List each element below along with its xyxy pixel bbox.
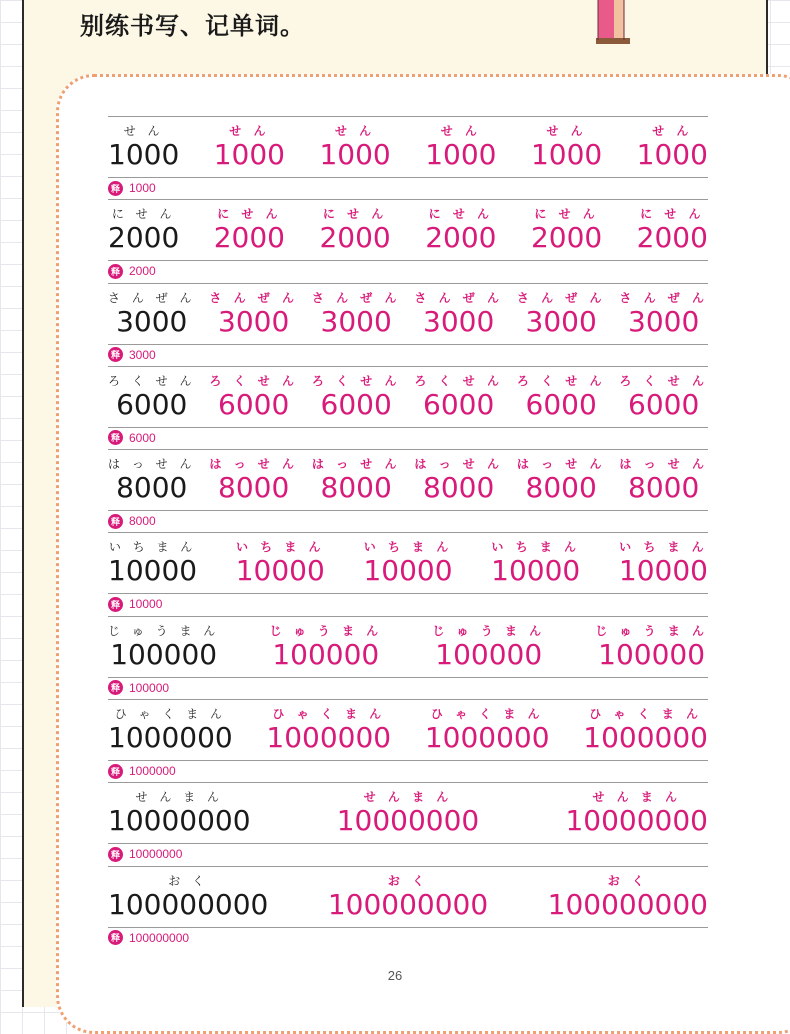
number-text: 3000 [628, 304, 700, 338]
furigana: に せ ん [217, 207, 282, 222]
meaning-text: 10000 [129, 597, 163, 612]
furigana: ひ ゃ く ま ん [430, 707, 544, 722]
word-cells [108, 283, 708, 344]
furigana: せ ん [546, 124, 587, 138]
furigana: せ ん ま ん [363, 790, 453, 805]
furigana: い ち ま ん [619, 540, 708, 555]
trace-word [425, 699, 550, 760]
trace-word [337, 782, 480, 843]
number-text: 1000000 [583, 721, 708, 755]
meaning-badge: 释 [108, 347, 123, 362]
trace-word [619, 283, 708, 344]
trace-word [414, 283, 503, 344]
word-cells [108, 699, 708, 760]
meaning-text: 100000 [129, 680, 170, 695]
number-text: 10000000 [565, 804, 708, 838]
character-illustration [592, 0, 638, 46]
meaning-text: 6000 [129, 430, 156, 445]
furigana: は っ せ ん [516, 457, 606, 472]
furigana: お く [387, 873, 429, 888]
number-text: 100000 [110, 637, 218, 671]
practice-row [108, 616, 708, 699]
practice-row [108, 199, 708, 282]
trace-word [414, 366, 503, 427]
ruled-line [108, 843, 708, 844]
meaning-line [108, 179, 156, 197]
trace-word [414, 449, 503, 510]
number-text: 1000000 [424, 721, 550, 755]
meaning-line [108, 762, 176, 780]
furigana: せ ん ま ん [592, 790, 681, 805]
ruled-line [108, 344, 708, 345]
page-heading: 别练书写、记单词。 [80, 12, 305, 40]
number-text: 8000 [628, 471, 700, 505]
word-cells [108, 116, 708, 177]
furigana: せ ん [123, 124, 164, 138]
number-text: 2000 [530, 221, 603, 255]
trace-word [432, 616, 545, 677]
furigana: じ ゅ う ま ん [432, 623, 546, 638]
trace-word [548, 866, 708, 927]
trace-word [619, 366, 708, 427]
furigana: い ち ま ん [491, 540, 580, 555]
number-text: 8000 [423, 471, 495, 505]
meaning-badge: 释 [108, 181, 123, 196]
number-text: 1000 [636, 138, 708, 171]
number-text: 2000 [213, 221, 285, 255]
number-text: 1000 [213, 138, 285, 171]
trace-word [319, 199, 390, 260]
trace-word [517, 283, 606, 344]
furigana: さ ん ぜ ん [311, 290, 401, 305]
meaning-badge: 释 [108, 514, 123, 529]
furigana: ひ ゃ く ま ん [114, 707, 226, 722]
number-text: 3000 [320, 304, 392, 338]
model-word [108, 699, 233, 760]
number-text: 100000 [435, 637, 543, 671]
furigana: せ ん [229, 124, 270, 138]
furigana: は っ せ ん [108, 457, 196, 472]
meaning-text: 100000000 [129, 930, 190, 945]
number-text: 100000 [272, 637, 380, 671]
number-text: 2000 [108, 221, 180, 255]
practice-row [108, 116, 708, 199]
furigana: は っ せ ん [619, 457, 708, 472]
trace-word [214, 116, 285, 177]
model-word [108, 366, 195, 427]
number-text: 8000 [116, 471, 188, 505]
number-text: 6000 [218, 387, 290, 421]
word-cells [108, 366, 708, 427]
furigana: さ ん ぜ ん [414, 290, 503, 305]
number-text: 3000 [525, 304, 597, 338]
trace-word [425, 116, 496, 177]
practice-row [108, 699, 708, 782]
meaning-line [108, 262, 156, 280]
furigana: い ち ま ん [363, 540, 453, 555]
trace-word [619, 532, 708, 593]
number-text: 8000 [218, 471, 290, 505]
furigana: に せ ん [428, 207, 494, 222]
trace-word [209, 449, 298, 510]
ruled-line [108, 427, 708, 428]
trace-word [637, 199, 708, 260]
trace-word [363, 532, 452, 593]
number-text: 1000 [108, 138, 180, 171]
word-cells [108, 866, 708, 927]
word-cells [108, 449, 708, 510]
furigana: に せ ん [534, 207, 599, 222]
model-word [108, 199, 179, 260]
meaning-line [108, 929, 189, 947]
trace-word [565, 782, 708, 843]
word-cells [108, 782, 708, 843]
ruled-line [108, 677, 708, 678]
number-text: 10000 [235, 554, 325, 588]
furigana: お く [168, 873, 209, 888]
number-text: 8000 [525, 471, 597, 505]
number-text: 6000 [320, 387, 392, 421]
furigana: ひ ゃ く ま ん [272, 707, 386, 722]
ruled-line [108, 760, 708, 761]
number-text: 100000000 [108, 887, 269, 921]
trace-word [319, 116, 390, 177]
trace-word [595, 616, 708, 677]
number-text: 10000000 [108, 804, 251, 838]
model-word [108, 616, 219, 677]
practice-row [108, 532, 708, 615]
number-text: 10000 [491, 554, 581, 588]
ruled-line [108, 927, 708, 928]
meaning-line [108, 429, 156, 447]
meaning-text: 1000 [129, 181, 156, 195]
number-text: 1000000 [266, 721, 392, 755]
model-word [108, 782, 251, 843]
model-word [108, 866, 268, 927]
practice-row [108, 449, 708, 532]
furigana: は っ せ ん [311, 457, 401, 472]
number-text: 3000 [116, 304, 188, 338]
practice-row [108, 782, 708, 865]
number-text: 3000 [423, 304, 495, 338]
practice-row [108, 366, 708, 449]
number-text: 100000000 [547, 887, 708, 921]
furigana: ひ ゃ く ま ん [589, 707, 702, 722]
meaning-badge: 释 [108, 264, 123, 279]
trace-word [583, 699, 708, 760]
trace-word [491, 532, 580, 593]
number-text: 10000 [363, 554, 453, 588]
trace-word [531, 116, 602, 177]
trace-word [517, 366, 606, 427]
number-text: 8000 [320, 471, 392, 505]
furigana: に せ ん [322, 207, 388, 222]
meaning-text: 10000000 [129, 847, 183, 862]
trace-word [637, 116, 708, 177]
meaning-line [108, 679, 169, 697]
practice-rows [108, 116, 708, 949]
furigana: に せ ん [111, 207, 176, 222]
word-cells [108, 199, 708, 260]
word-cells [108, 616, 708, 677]
number-text: 100000 [598, 637, 706, 671]
meaning-line [108, 845, 182, 863]
trace-word [209, 366, 298, 427]
furigana: さ ん ぜ ん [108, 290, 196, 305]
practice-row [108, 866, 708, 949]
furigana: じ ゅ う ま ん [595, 623, 708, 638]
furigana: じ ゅ う ま ん [269, 623, 383, 638]
furigana: せ ん ま ん [135, 790, 223, 805]
meaning-text: 2000 [129, 264, 156, 279]
trace-word [425, 199, 496, 260]
model-word [108, 116, 179, 177]
trace-word [266, 699, 391, 760]
furigana: さ ん ぜ ん [516, 290, 606, 305]
number-text: 6000 [423, 387, 495, 421]
trace-word [312, 283, 401, 344]
meaning-badge: 释 [108, 430, 123, 445]
word-cells [108, 532, 708, 593]
model-word [108, 449, 195, 510]
furigana: は っ せ ん [414, 457, 503, 472]
number-text: 10000 [618, 554, 708, 588]
number-text: 3000 [218, 304, 290, 338]
furigana: ろ く せ ん [516, 373, 606, 388]
furigana: さ ん ぜ ん [619, 290, 708, 305]
furigana: ろ く せ ん [311, 373, 401, 388]
furigana: に せ ん [640, 207, 705, 222]
meaning-line [108, 512, 156, 530]
furigana: ろ く せ ん [619, 373, 708, 388]
trace-word [214, 199, 285, 260]
practice-row [108, 283, 708, 366]
meaning-badge: 释 [108, 764, 123, 779]
furigana: さ ん ぜ ん [209, 290, 298, 305]
furigana: せ ん [440, 124, 481, 138]
model-word [108, 532, 197, 593]
number-text: 1000 [425, 138, 497, 171]
number-text: 1000000 [108, 721, 233, 755]
trace-word [619, 449, 708, 510]
furigana: は っ せ ん [209, 457, 298, 472]
furigana: ろ く せ ん [209, 373, 298, 388]
number-text: 6000 [525, 387, 597, 421]
meaning-badge: 释 [108, 847, 123, 862]
ruled-line [108, 177, 708, 178]
number-text: 10000000 [336, 804, 480, 838]
furigana: お く [607, 873, 648, 888]
furigana: せ ん [335, 124, 376, 138]
trace-word [312, 366, 401, 427]
ruled-line [108, 510, 708, 511]
furigana: じ ゅ う ま ん [108, 623, 220, 638]
trace-word [517, 449, 606, 510]
ruled-line [108, 593, 708, 594]
furigana: い ち ま ん [108, 540, 197, 555]
meaning-badge: 释 [108, 930, 123, 945]
ruled-line [108, 260, 708, 261]
meaning-line [108, 346, 156, 364]
meaning-line [108, 595, 162, 613]
furigana: い ち ま ん [235, 540, 325, 555]
furigana: ろ く せ ん [108, 373, 196, 388]
meaning-badge: 释 [108, 597, 123, 612]
furigana: せ ん [652, 124, 693, 138]
number-text: 2000 [319, 221, 391, 255]
page-number: 26 [387, 968, 403, 983]
number-text: 2000 [425, 221, 497, 255]
trace-word [269, 616, 382, 677]
trace-word [209, 283, 298, 344]
trace-word [236, 532, 325, 593]
number-text: 6000 [116, 387, 188, 421]
meaning-text: 8000 [129, 514, 156, 529]
meaning-text: 3000 [129, 347, 156, 362]
number-text: 6000 [628, 387, 700, 421]
number-text: 10000 [108, 554, 198, 588]
number-text: 1000 [530, 138, 603, 171]
model-word [108, 283, 195, 344]
number-text: 100000000 [327, 887, 489, 921]
meaning-badge: 释 [108, 680, 123, 695]
trace-word [531, 199, 602, 260]
furigana: ろ く せ ん [414, 373, 503, 388]
number-text: 2000 [636, 221, 708, 255]
trace-word [312, 449, 401, 510]
trace-word [328, 866, 488, 927]
meaning-text: 1000000 [129, 764, 176, 779]
number-text: 1000 [319, 138, 391, 171]
